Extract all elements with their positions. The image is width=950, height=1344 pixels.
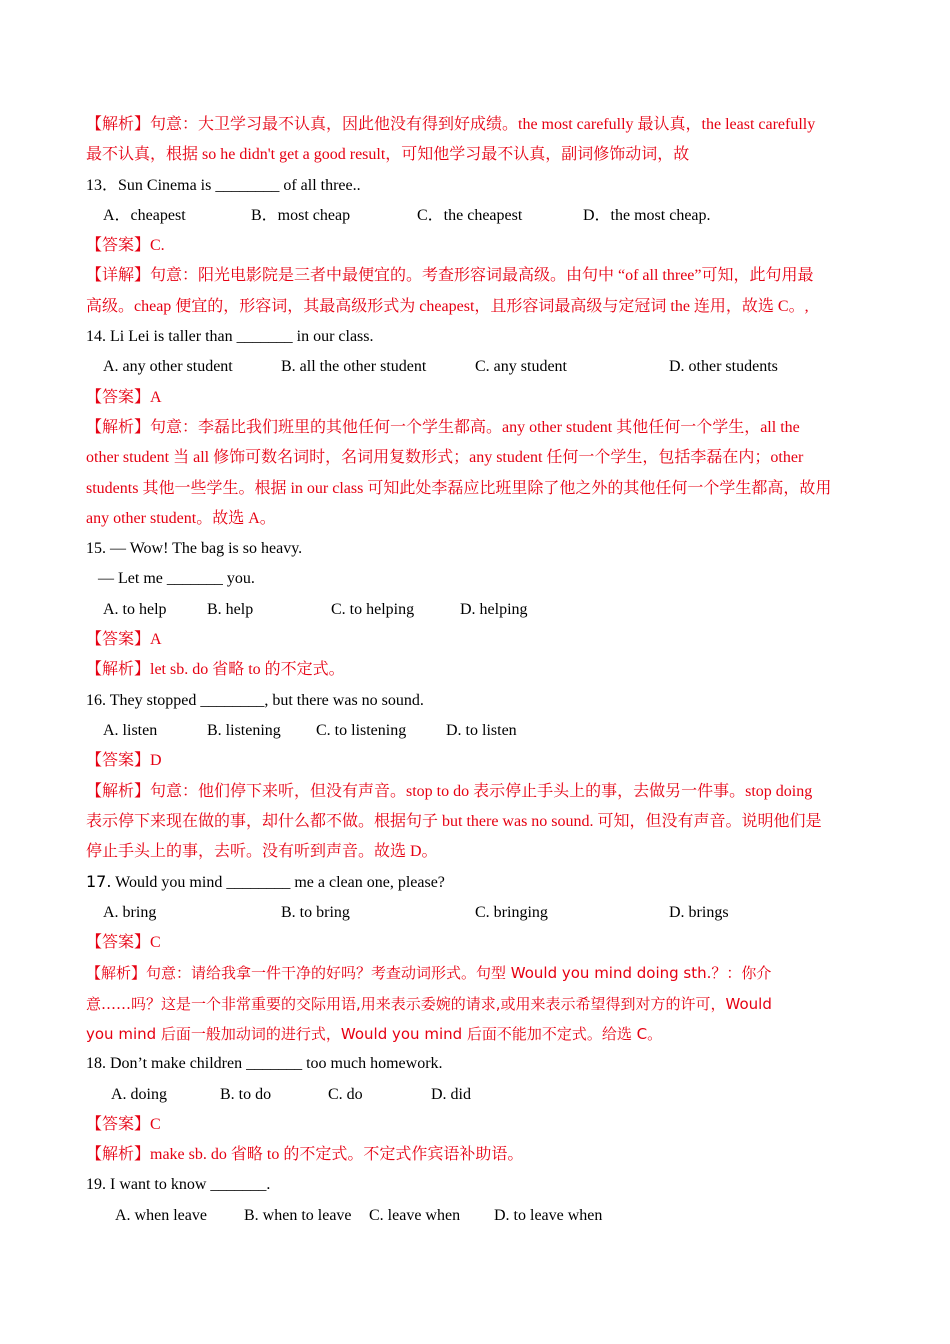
option-b: B. when to leave	[244, 1206, 352, 1224]
option-c: C. to helping	[331, 600, 415, 618]
analysis-line: 【解析】句意：请给我拿一件干净的好吗？考查动词形式。句型 Would you mind doing sth.？：你介	[86, 964, 772, 983]
options-16	[86, 716, 866, 746]
analysis-line: 意……吗？这是一个非常重要的交际用语,用来表示委婉的请求,或用来表示希望得到对方的许可，Would	[86, 994, 772, 1013]
answer-13: 【答案】C.	[86, 237, 165, 255]
option-d: D. other students	[669, 358, 778, 376]
option-a: A. bring	[103, 903, 157, 921]
answer-17: 【答案】C	[86, 934, 161, 952]
analysis-line: any other student。故选 A。	[86, 509, 276, 527]
analysis-line: 【详解】句意：阳光电影院是三者中最便宜的。考查形容词最高级。由句中 “of all three”可知，此句用最	[86, 267, 814, 285]
option-b: B．most cheap	[251, 206, 351, 224]
options-13	[86, 201, 866, 231]
document-page	[86, 110, 866, 1231]
option-d: D．the most cheap.	[583, 206, 711, 224]
option-c: C. bringing	[475, 903, 548, 921]
option-c: C. to listening	[316, 721, 407, 739]
options-18	[86, 1080, 866, 1110]
option-b: B. to bring	[281, 903, 350, 921]
question-14: 14. Li Lei is taller than _______ in our class.	[86, 328, 374, 346]
options-17	[86, 898, 866, 928]
analysis-line: 高级。cheap 便宜的，形容词，其最高级形式为 cheapest，且形容词最高级与定冠词 the 连用，故选 C。,	[86, 297, 809, 315]
analysis-line: students 其他一些学生。根据 in our class 可知此处李磊应比班里除了他之外的其他任何一个学生都高，故用	[86, 479, 832, 497]
option-d: D. helping	[460, 600, 528, 618]
option-a: A. doing	[111, 1085, 167, 1103]
option-c: C. do	[328, 1085, 363, 1103]
analysis-line: 【解析】let sb. do 省略 to 的不定式。	[86, 661, 345, 679]
analysis-line: 停止手头上的事，去听。没有听到声音。故选 D。	[86, 843, 438, 861]
answer-14: 【答案】A	[86, 388, 162, 406]
analysis-line: other student 当 all 修饰可数名词时，名词用复数形式；any student 任何一个学生，包括李磊在内；other	[86, 449, 804, 467]
answer-18: 【答案】C	[86, 1115, 161, 1133]
option-d: D. did	[431, 1085, 471, 1103]
question-18: 18. Don’t make children _______ too much homework.	[86, 1055, 443, 1073]
question-17	[86, 867, 866, 897]
option-c: C. leave when	[369, 1206, 461, 1224]
option-c: C. any student	[475, 358, 567, 376]
analysis-line: you mind 后面一般加动词的进行式，Would you mind 后面不能加不定式。给选 C。	[86, 1024, 663, 1043]
option-b: B. help	[207, 600, 254, 618]
question-text: Would you mind ________ me a clean one, please?	[111, 874, 445, 892]
analysis-line: 【解析】make sb. do 省略 to 的不定式。不定式作宾语补助语。	[86, 1146, 524, 1164]
options-14	[86, 352, 866, 382]
option-d: D. brings	[669, 903, 729, 921]
analysis-line: 【解析】句意：大卫学习最不认真，因此他没有得到好成绩。the most carefully 最认真，the least carefully	[86, 116, 816, 133]
question-13: 13．Sun Cinema is ________ of all three..	[86, 176, 361, 194]
option-a: A. listen	[103, 721, 158, 739]
question-15: 15. — Wow! The bag is so heavy.	[86, 540, 303, 558]
option-b: B. listening	[207, 721, 281, 739]
option-c: C．the cheapest	[417, 206, 523, 224]
analysis-line: 【解析】句意：李磊比我们班里的其他任何一个学生都高。any other student 其他任何一个学生，all the	[86, 418, 800, 436]
option-b: B. all the other student	[281, 358, 427, 376]
option-a: A. to help	[103, 600, 167, 618]
options-19	[86, 1201, 866, 1231]
question-19: 19. I want to know _______.	[86, 1176, 271, 1194]
question-number: 17.	[86, 872, 112, 892]
answer-15: 【答案】A	[86, 631, 162, 649]
analysis-line: 表示停下来现在做的事，却什么都不做。根据句子 but there was no sound. 可知，但没有声音。说明他们是	[86, 812, 822, 830]
option-d: D. to listen	[446, 721, 517, 739]
analysis-line: 最不认真，根据 so he didn't get a good result，可知他学习最不认真，副词修饰动词，故	[86, 146, 690, 164]
options-15	[86, 595, 866, 625]
option-a: A. any other student	[103, 358, 233, 376]
option-b: B. to do	[220, 1085, 272, 1103]
option-a: A. when leave	[115, 1206, 207, 1224]
option-a: A．cheapest	[103, 206, 186, 224]
question-16: 16. They stopped ________, but there was no sound.	[86, 691, 424, 709]
analysis-line: 【解析】句意：他们停下来听，但没有声音。stop to do 表示停止手头上的事，去做另一件事。stop doing	[86, 782, 813, 800]
question-15-line-2: — Let me _______ you.	[98, 570, 255, 588]
answer-16: 【答案】D	[86, 752, 162, 770]
option-d: D. to leave when	[494, 1206, 603, 1224]
